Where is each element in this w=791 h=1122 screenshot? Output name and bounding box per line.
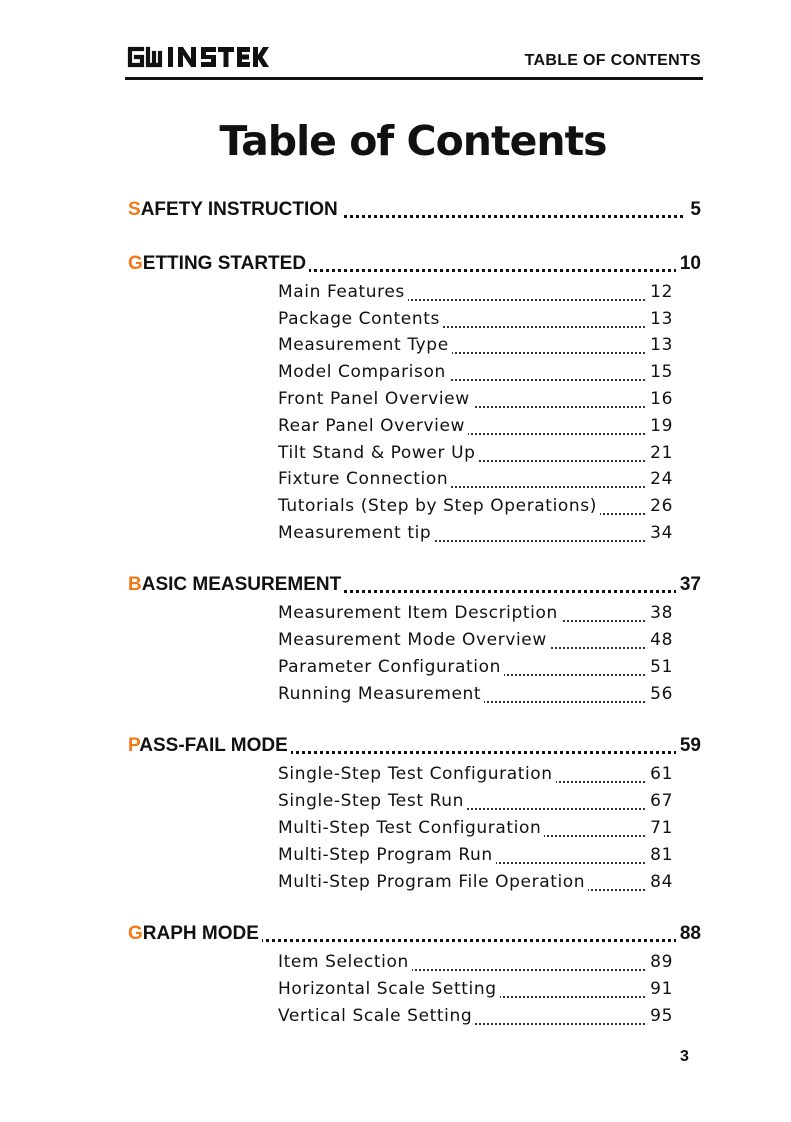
section-page: 59 (676, 735, 701, 757)
entry-page: 56 (647, 684, 673, 704)
toc-entry[interactable] (278, 872, 673, 896)
toc-section[interactable] (128, 574, 701, 598)
entry-page: 16 (647, 389, 673, 409)
section-initial: G (128, 253, 143, 274)
toc-section[interactable] (128, 735, 701, 759)
toc-section[interactable] (128, 253, 701, 277)
entry-page: 67 (647, 791, 673, 811)
section-page: 5 (686, 199, 701, 221)
entry-title: Tilt Stand & Power Up (278, 443, 479, 463)
toc-entry[interactable] (278, 818, 673, 842)
entry-page: 48 (647, 630, 673, 650)
entry-title: Item Selection (278, 952, 412, 972)
entry-title: Measurement tip (278, 523, 434, 543)
entry-page: 34 (647, 523, 673, 543)
entry-page: 26 (647, 496, 673, 516)
toc-entry[interactable] (278, 684, 673, 708)
entry-page: 81 (647, 845, 673, 865)
toc-entry[interactable] (278, 362, 673, 386)
entry-title: Measurement Item Description (278, 603, 561, 623)
entry-title: Front Panel Overview (278, 389, 473, 409)
section-title-rest: RAPH MODE (142, 923, 259, 944)
toc-entry[interactable] (278, 469, 673, 493)
entry-page: 71 (647, 818, 673, 838)
entry-title: Multi-Step Program File Operation (278, 872, 588, 892)
entry-page: 38 (647, 603, 673, 623)
toc-entry[interactable] (278, 496, 673, 520)
entry-title: Fixture Connection (278, 469, 451, 489)
toc-entry[interactable] (278, 1006, 673, 1030)
toc-section[interactable] (128, 199, 701, 223)
entry-title: Main Features (278, 282, 408, 302)
entry-title: Multi-Step Program Run (278, 845, 496, 865)
entry-title: Measurement Mode Overview (278, 630, 550, 650)
entry-title: Package Contents (278, 309, 443, 329)
page-header (125, 44, 703, 84)
toc-entry[interactable] (278, 282, 673, 306)
entry-title: Horizontal Scale Setting (278, 979, 500, 999)
entry-title: Vertical Scale Setting (278, 1006, 475, 1026)
entry-page: 12 (647, 282, 673, 302)
section-title-rest: ASIC MEASUREMENT (141, 574, 342, 595)
toc-entry[interactable] (278, 335, 673, 359)
entry-page: 95 (647, 1006, 673, 1026)
toc-entry[interactable] (278, 443, 673, 467)
section-page: 10 (676, 253, 701, 275)
toc-entry[interactable] (278, 309, 673, 333)
entry-page: 61 (647, 764, 673, 784)
entry-page: 13 (647, 309, 673, 329)
toc-entry[interactable] (278, 389, 673, 413)
toc-entry[interactable] (278, 657, 673, 681)
toc-entry[interactable] (278, 845, 673, 869)
toc-entry[interactable] (278, 791, 673, 815)
toc-entry[interactable] (278, 603, 673, 627)
section-title (128, 923, 262, 945)
entry-page: 51 (647, 657, 673, 677)
toc-entry[interactable] (278, 764, 673, 788)
entry-title: Single-Step Test Run (278, 791, 467, 811)
entry-page: 91 (647, 979, 673, 999)
section-initial: S (128, 199, 141, 220)
entry-title: Single-Step Test Configuration (278, 764, 556, 784)
entry-title: Measurement Type (278, 335, 452, 355)
toc-entry[interactable] (278, 630, 673, 654)
toc-entry[interactable] (278, 523, 673, 547)
entry-page: 89 (647, 952, 673, 972)
entry-title: Model Comparison (278, 362, 449, 382)
entry-title: Parameter Configuration (278, 657, 504, 677)
section-initial: G (128, 923, 143, 944)
toc-section[interactable] (128, 923, 701, 947)
section-initial: P (128, 735, 140, 756)
section-initial: B (128, 574, 142, 595)
entry-title: Tutorials (Step by Step Operations) (278, 496, 600, 516)
section-page: 37 (676, 574, 701, 596)
entry-title: Rear Panel Overview (278, 416, 468, 436)
section-page: 88 (676, 923, 701, 945)
page-number: 3 (680, 1048, 689, 1065)
section-title (128, 574, 344, 596)
section-title (128, 199, 341, 221)
header-rule (125, 77, 703, 80)
entry-page: 21 (647, 443, 673, 463)
header-title: TABLE OF CONTENTS (524, 52, 701, 69)
toc-entry[interactable] (278, 416, 673, 440)
entry-page: 24 (647, 469, 673, 489)
section-title-rest: ASS-FAIL MODE (139, 735, 288, 756)
entry-page: 19 (647, 416, 673, 436)
toc-entry[interactable] (278, 952, 673, 976)
section-title (128, 735, 291, 757)
gw-instek-logo (125, 44, 270, 70)
entry-title: Multi-Step Test Configuration (278, 818, 544, 838)
entry-page: 13 (647, 335, 673, 355)
section-title-rest: AFETY INSTRUCTION (140, 199, 338, 220)
entry-title: Running Measurement (278, 684, 484, 704)
page-title: Table of Contents (219, 117, 607, 165)
section-title (128, 253, 309, 275)
entry-page: 15 (647, 362, 673, 382)
entry-page: 84 (647, 872, 673, 892)
section-title-rest: ETTING STARTED (142, 253, 307, 274)
toc-entry[interactable] (278, 979, 673, 1003)
